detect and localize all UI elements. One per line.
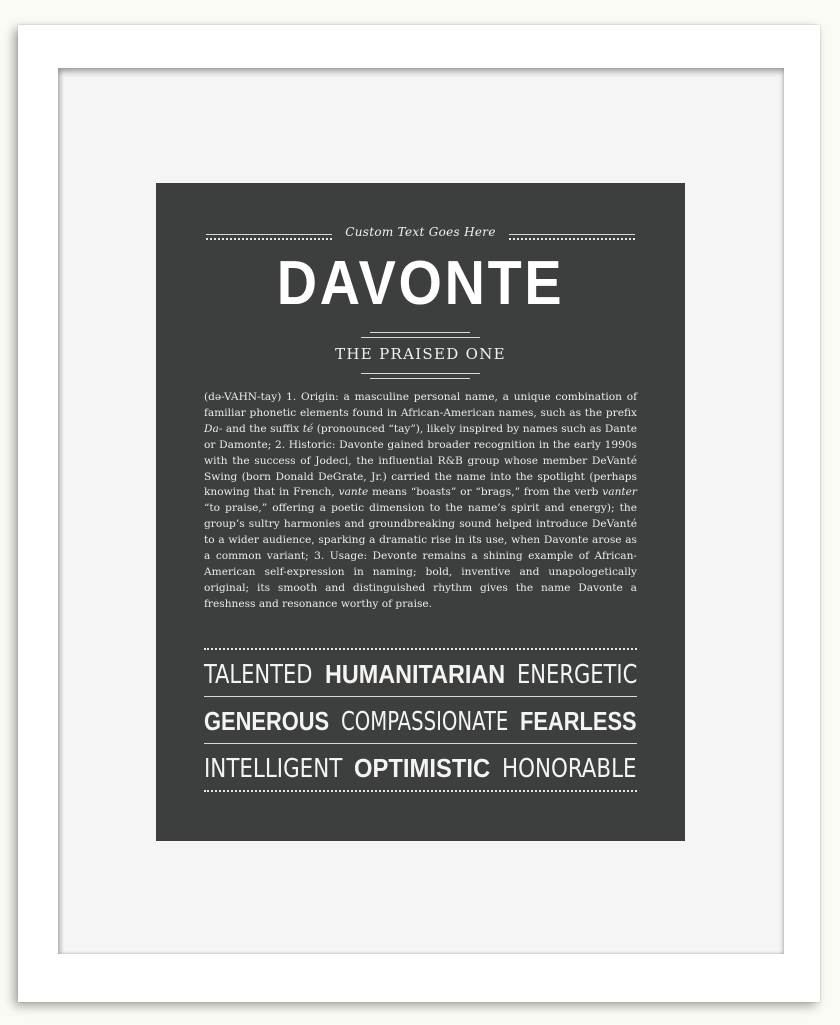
trait-word: TALENTED xyxy=(204,660,313,690)
traits-dotted-rule-bottom xyxy=(204,790,637,792)
trait-word: ENERGETIC xyxy=(516,660,638,690)
traits-row-1 xyxy=(204,657,637,691)
trait-word: FEARLESS xyxy=(520,706,637,736)
meaning-rule-top-2 xyxy=(361,337,480,338)
trait-word: INTELLIGENT xyxy=(204,754,343,784)
custom-text: Custom Text Goes Here xyxy=(345,225,496,239)
traits-row-2 xyxy=(204,704,637,738)
trait-word: GENEROUS xyxy=(204,706,330,736)
trait-word: COMPASSIONATE xyxy=(341,707,509,737)
meaning-rule-top-1 xyxy=(370,332,470,333)
traits-dotted-rule-top xyxy=(204,648,637,650)
traits-row-3 xyxy=(204,751,637,785)
traits-rule-1 xyxy=(204,696,637,697)
trait-word: HUMANITARIAN xyxy=(324,659,505,689)
trait-word: OPTIMISTIC xyxy=(354,753,491,783)
name-title: DAVONTE xyxy=(276,249,565,318)
traits-rule-2 xyxy=(204,743,637,744)
meaning-rule-bottom-1 xyxy=(361,373,480,374)
trait-word: HONORABLE xyxy=(502,754,637,784)
name-print xyxy=(156,183,685,841)
meaning-rule-bottom-2 xyxy=(370,378,470,379)
name-meaning: THE PRAISED ONE xyxy=(335,345,506,363)
name-definition: (də-VAHN-tay) 1. Origin: a masculine personal name, a unique combination of familiar phonetic elements found in African-American names, such as the prefix Da- and the suffix té (pronounced “tay”), likely inspired by names such as Dante or Damonte; 2. Historic: Davonte gained broader recognition in the early 1990s with the success of Jodeci, the influential R&B group whose member DeVanté Swing (born Donald DeGrate, Jr.) carried the name into the spotlight (perhaps knowing that in French, vante means “boasts” or “brags,” from the verb vanter “to praise,” offering a poetic dimension to the name’s spirit and energy); the group’s sultry harmonies and groundbreaking sound helped introduce DeVanté to a wider audience, sparking a dramatic rise in its use, when Davonte arose as a common variant; 3. Usage: Devonte remains a shining example of African-American self-expression in naming; bold, inventive and unapologetically original; its smooth and distinguished rhythm gives the name Davonte a freshness and resonance worthy of praise. xyxy=(204,391,637,610)
